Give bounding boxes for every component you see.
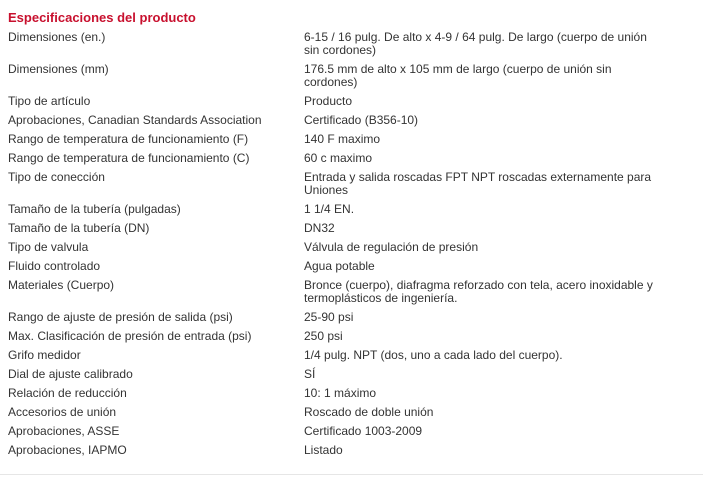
spec-row (0, 149, 703, 168)
spec-value: 6-15 / 16 pulg. De alto x 4-9 / 64 pulg. De largo (cuerpo de unión sin cordones) (304, 30, 647, 57)
spec-label: Max. Clasificación de presión de entrada (psi) (8, 329, 252, 343)
spec-label: Tamaño de la tubería (DN) (8, 221, 150, 235)
spec-value: 176.5 mm de alto x 105 mm de largo (cuerpo de unión sin cordones) (304, 62, 612, 89)
spec-label: Grifo medidor (8, 348, 81, 362)
spec-label: Dimensiones (en.) (8, 30, 106, 44)
spec-row (0, 327, 703, 346)
spec-row (0, 200, 703, 219)
spec-value: DN32 (304, 221, 335, 235)
spec-row (0, 403, 703, 422)
spec-row (0, 111, 703, 130)
spec-value: Roscado de doble unión (304, 405, 434, 419)
spec-row (0, 168, 703, 200)
spec-row (0, 384, 703, 403)
spec-value: Certificado (B356-10) (304, 113, 419, 127)
spec-label: Rango de temperatura de funcionamiento (F) (8, 132, 249, 146)
spec-value: Bronce (cuerpo), diafragma reforzado con tela, acero inoxidable y termoplásticos de ingeniería. (304, 278, 653, 305)
spec-value: Agua potable (304, 259, 375, 273)
spec-label: Tipo de valvula (8, 240, 89, 254)
spec-row (0, 276, 703, 308)
spec-value: 250 psi (304, 329, 343, 343)
spec-value: Entrada y salida roscadas FPT NPT roscadas externamente para Uniones (304, 170, 652, 197)
spec-row (0, 219, 703, 238)
section-title: Especificaciones del producto (8, 10, 196, 25)
spec-row (0, 130, 703, 149)
spec-label: Rango de temperatura de funcionamiento (C) (8, 151, 250, 165)
spec-label: Dimensiones (mm) (8, 62, 109, 76)
spec-row (0, 365, 703, 384)
spec-label: Dial de ajuste calibrado (8, 367, 133, 381)
spec-label: Rango de ajuste de presión de salida (psi) (8, 310, 233, 324)
spec-row (0, 441, 703, 460)
spec-value: Listado (304, 443, 343, 457)
spec-row (0, 308, 703, 327)
spec-row (0, 28, 703, 60)
bottom-divider (0, 474, 703, 475)
spec-row (0, 346, 703, 365)
spec-value: Válvula de regulación de presión (304, 240, 479, 254)
spec-row (0, 422, 703, 441)
spec-label: Accesorios de unión (8, 405, 117, 419)
spec-value: Producto (304, 94, 353, 108)
spec-value: SÍ (304, 367, 316, 381)
spec-row (0, 92, 703, 111)
spec-label: Tamaño de la tubería (pulgadas) (8, 202, 181, 216)
spec-label: Tipo de conección (8, 170, 105, 184)
spec-label: Fluido controlado (8, 259, 101, 273)
spec-value: 1/4 pulg. NPT (dos, uno a cada lado del cuerpo). (304, 348, 563, 362)
spec-label: Aprobaciones, Canadian Standards Association (8, 113, 262, 127)
spec-label: Aprobaciones, ASSE (8, 424, 120, 438)
spec-row (0, 60, 703, 92)
spec-label: Relación de reducción (8, 386, 127, 400)
spec-row (0, 257, 703, 276)
spec-row (0, 238, 703, 257)
spec-label: Aprobaciones, IAPMO (8, 443, 127, 457)
spec-value: 10: 1 máximo (304, 386, 377, 400)
spec-value: Certificado 1003-2009 (304, 424, 423, 438)
spec-label: Tipo de artículo (8, 94, 91, 108)
spec-value: 140 F maximo (304, 132, 381, 146)
spec-label: Materiales (Cuerpo) (8, 278, 115, 292)
spec-value: 1 1/4 EN. (304, 202, 355, 216)
spec-value: 25-90 psi (304, 310, 354, 324)
spec-table (0, 28, 703, 460)
spec-value: 60 c maximo (304, 151, 373, 165)
